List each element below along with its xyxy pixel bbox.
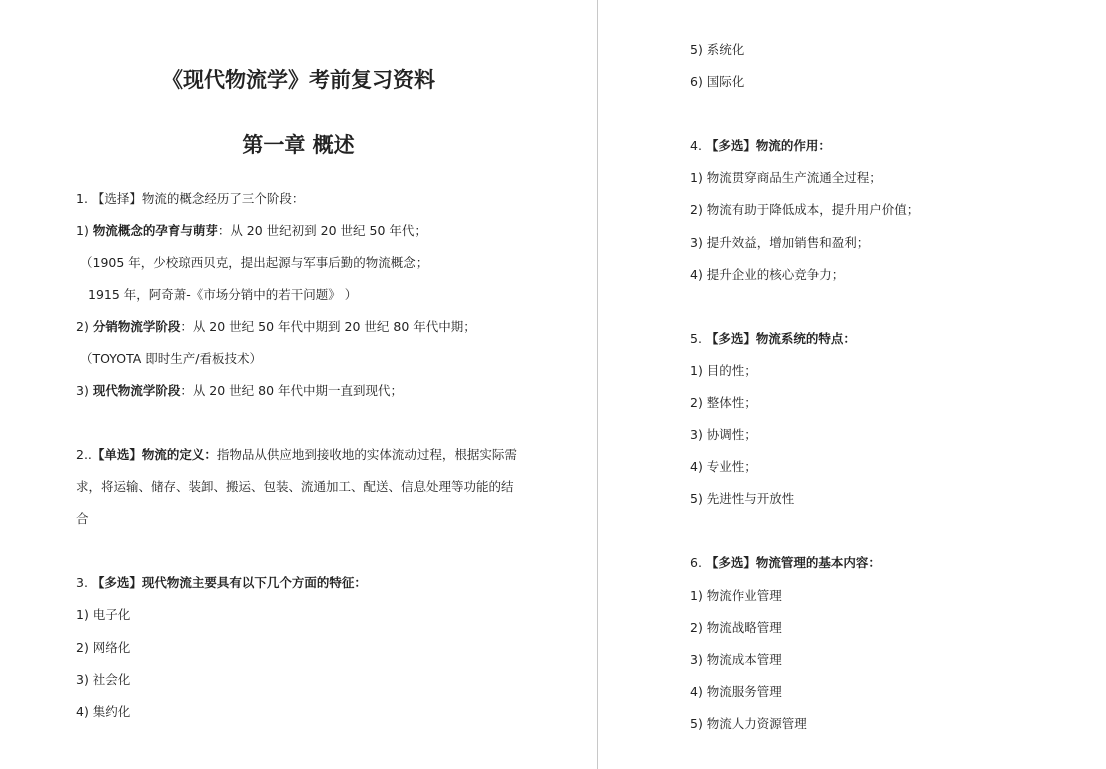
- list-item: 4) 提升企业的核心竞争力；: [690, 267, 845, 282]
- list-item: 2) 物流战略管理: [690, 620, 782, 635]
- q1-stage-2: 2) 分销物流学阶段：从 20 世纪 50 年代中期到 20 世纪 80 年代中期；: [76, 319, 476, 334]
- q1-stage-1-note-2: 1915 年，阿奇萧-《市场分销中的若干问题》 ）: [88, 287, 358, 302]
- chapter-title: 第一章 概述: [242, 133, 355, 157]
- q1-heading: 1. 【选择】物流的概念经历了三个阶段：: [76, 191, 305, 206]
- list-item: 2) 整体性；: [690, 395, 757, 410]
- q5-heading: 5. 【多选】物流系统的特点：: [690, 331, 856, 346]
- q1-stage-3: 3) 现代物流学阶段：从 20 世纪 80 年代中期一直到现代；: [76, 383, 404, 398]
- list-item: 3) 社会化: [76, 672, 131, 687]
- list-item: 5) 先进性与开放性: [690, 491, 795, 506]
- document-title: 《现代物流学》考前复习资料: [162, 68, 435, 92]
- right-page: [598, 0, 1106, 769]
- list-item: 6) 国际化: [690, 74, 745, 89]
- list-item: 5) 物流人力资源管理: [690, 716, 807, 731]
- list-item: 1) 物流作业管理: [690, 588, 782, 603]
- list-item: 4) 专业性；: [690, 459, 757, 474]
- q2-line-2: 求，将运输、储存、装卸、搬运、包装、流通加工、配送、信息处理等功能的结: [76, 479, 514, 494]
- q1-stage-1-note-1: （1905 年，少校琼西贝克，提出起源与军事后勤的物流概念；: [80, 255, 429, 270]
- q6-heading: 6. 【多选】物流管理的基本内容：: [690, 555, 881, 570]
- q1-stage-2-note: （TOYOTA 即时生产/看板技术）: [80, 351, 262, 366]
- q3-heading: 3. 【多选】现代物流主要具有以下几个方面的特征：: [76, 575, 367, 590]
- q4-heading: 4. 【多选】物流的作用：: [690, 138, 831, 153]
- list-item: 1) 电子化: [76, 607, 131, 622]
- list-item: 1) 目的性；: [690, 363, 757, 378]
- q2-line-3: 合: [76, 511, 89, 526]
- list-item: 2) 物流有助于降低成本，提升用户价值；: [690, 202, 920, 217]
- list-item: 1) 物流贯穿商品生产流通全过程；: [690, 170, 882, 185]
- list-item: 3) 协调性；: [690, 427, 757, 442]
- list-item: 3) 物流成本管理: [690, 652, 782, 667]
- q2-line-1: 2..【单选】物流的定义：指物品从供应地到接收地的实体流动过程，根据实际需: [76, 447, 517, 462]
- list-item: 4) 集约化: [76, 704, 131, 719]
- q1-stage-1: 1) 物流概念的孕育与萌芽：从 20 世纪初到 20 世纪 50 年代；: [76, 223, 427, 238]
- list-item: 2) 网络化: [76, 640, 131, 655]
- list-item: 4) 物流服务管理: [690, 684, 782, 699]
- list-item: 5) 系统化: [690, 42, 745, 57]
- list-item: 3) 提升效益，增加销售和盈利；: [690, 235, 870, 250]
